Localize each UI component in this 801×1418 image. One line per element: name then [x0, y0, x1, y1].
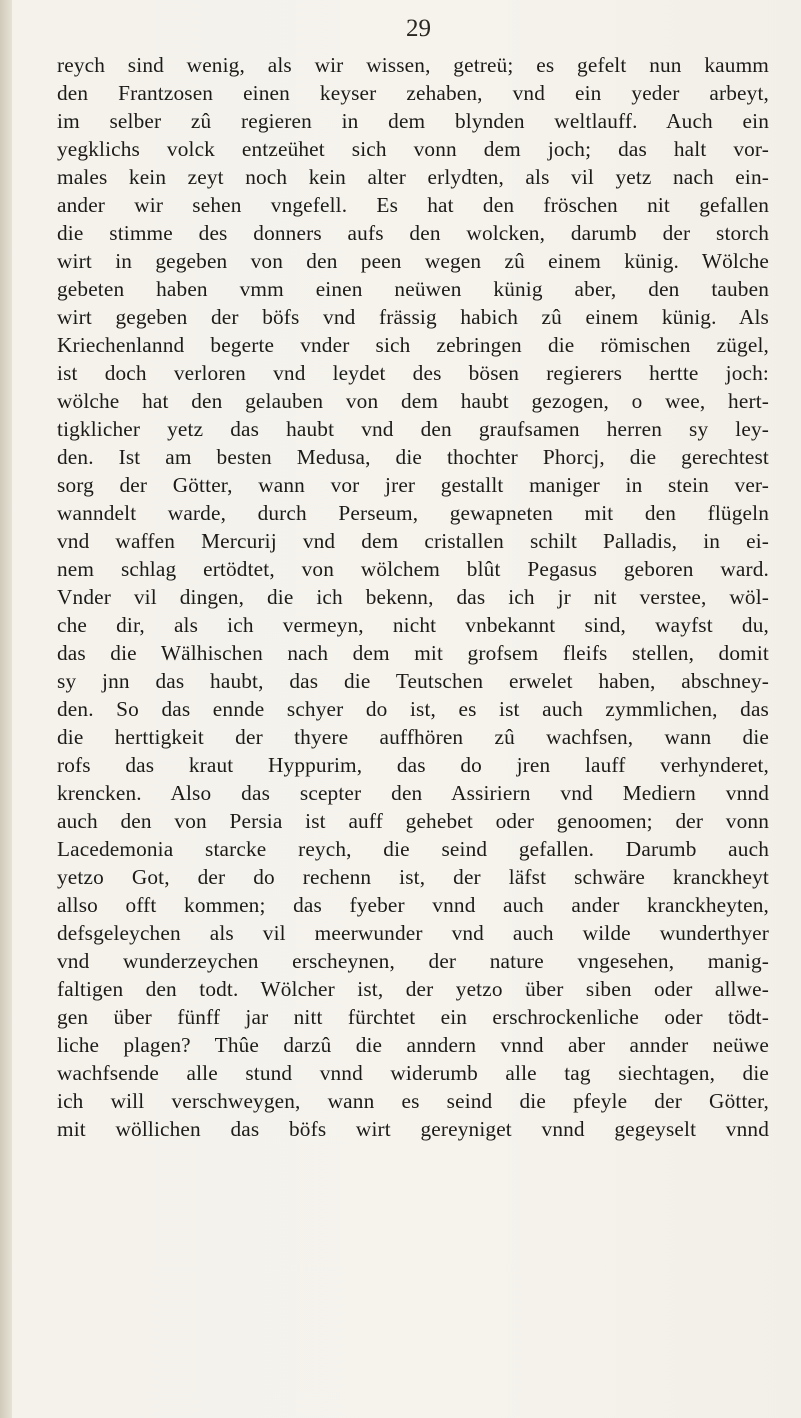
text-line: gebeten haben vmm einen neüwen künig aber, den tauben	[57, 277, 769, 301]
text-line: die herttigkeit der thyere auffhören zû wachfsen, wann die	[57, 725, 769, 749]
text-line: wirt in gegeben von den peen wegen zû einem künig. Wölche	[57, 249, 769, 273]
text-line: wachfsende alle stund vnnd widerumb alle tag siechtagen, die	[57, 1061, 769, 1085]
text-line: ist doch verloren vnd leydet des bösen regierers hertte joch:	[57, 361, 769, 385]
text-line: reych sind wenig, als wir wissen, getreü; es gefelt nun kaumm	[57, 53, 769, 77]
text-line: das die Wälhischen nach dem mit grofsem fleifs stellen, domit	[57, 641, 769, 665]
text-line: Lacedemonia starcke reych, die seind gefallen. Darumb auch	[57, 837, 769, 861]
text-line: gen über fünff jar nitt fürchtet ein erschrockenliche oder tödt-	[57, 1005, 769, 1029]
text-line: che dir, als ich vermeyn, nicht vnbekannt sind, wayfst du,	[57, 613, 769, 637]
text-line: sy jnn das haubt, das die Teutschen erwelet haben, abschney-	[57, 669, 769, 693]
text-line: krencken. Also das scepter den Assiriern vnd Mediern vnnd	[57, 781, 769, 805]
text-line: defsgeleychen als vil meerwunder vnd auch wilde wunderthyer	[57, 921, 769, 945]
text-line: ander wir sehen vngefell. Es hat den fröschen nit gefallen	[57, 193, 769, 217]
text-line: liche plagen? Thûe darzû die anndern vnnd aber annder neüwe	[57, 1033, 769, 1057]
text-line: rofs das kraut Hyppurim, das do jren lauff verhynderet,	[57, 753, 769, 777]
text-line: vnd waffen Mercurij vnd dem cristallen schilt Palladis, in ei-	[57, 529, 769, 553]
text-line: ich will verschweygen, wann es seind die pfeyle der Götter,	[57, 1089, 769, 1113]
text-line: mit wöllichen das böfs wirt gereyniget vnnd gegeyselt vnnd	[57, 1117, 769, 1141]
text-line: den. So das ennde schyer do ist, es ist auch zymmlichen, das	[57, 697, 769, 721]
page-gutter-shadow	[0, 0, 12, 1418]
text-line: allso offt kommen; das fyeber vnnd auch ander kranckheyten,	[57, 893, 769, 917]
page-number: 29	[406, 15, 431, 42]
text-line: males kein zeyt noch kein alter erlydten, als vil yetz nach ein-	[57, 165, 769, 189]
text-line: nem schlag ertödtet, von wölchem blût Pegasus geboren ward.	[57, 557, 769, 581]
text-line: tigklicher yetz das haubt vnd den graufsamen herren sy ley-	[57, 417, 769, 441]
text-line: Vnder vil dingen, die ich bekenn, das ich jr nit verstee, wöl-	[57, 585, 769, 609]
text-line: yetzo Got, der do rechenn ist, der läfst schwäre kranckheyt	[57, 865, 769, 889]
body-text	[57, 51, 769, 1143]
text-line: den Frantzosen einen keyser zehaben, vnd ein yeder arbeyt,	[57, 81, 769, 105]
text-line: sorg der Götter, wann vor jrer gestallt maniger in stein ver-	[57, 473, 769, 497]
text-line: wanndelt warde, durch Perseum, gewapneten mit den flügeln	[57, 501, 769, 525]
text-line: auch den von Persia ist auff gehebet oder genoomen; der vonn	[57, 809, 769, 833]
text-line: wirt gegeben der böfs vnd frässig habich zû einem künig. Als	[57, 305, 769, 329]
text-line: die stimme des donners aufs den wolcken, darumb der storch	[57, 221, 769, 245]
text-line: wölche hat den gelauben von dem haubt gezogen, o wee, hert-	[57, 389, 769, 413]
text-line: den. Ist am besten Medusa, die thochter Phorcj, die gerechtest	[57, 445, 769, 469]
text-line: yegklichs volck entzeühet sich vonn dem joch; das halt vor-	[57, 137, 769, 161]
text-line: vnd wunderzeychen erscheynen, der nature vngesehen, manig-	[57, 949, 769, 973]
text-line: Kriechenlannd begerte vnder sich zebringen die römischen zügel,	[57, 333, 769, 357]
text-line: faltigen den todt. Wölcher ist, der yetzo über siben oder allwe-	[57, 977, 769, 1001]
text-line: im selber zû regieren in dem blynden weltlauff. Auch ein	[57, 109, 769, 133]
